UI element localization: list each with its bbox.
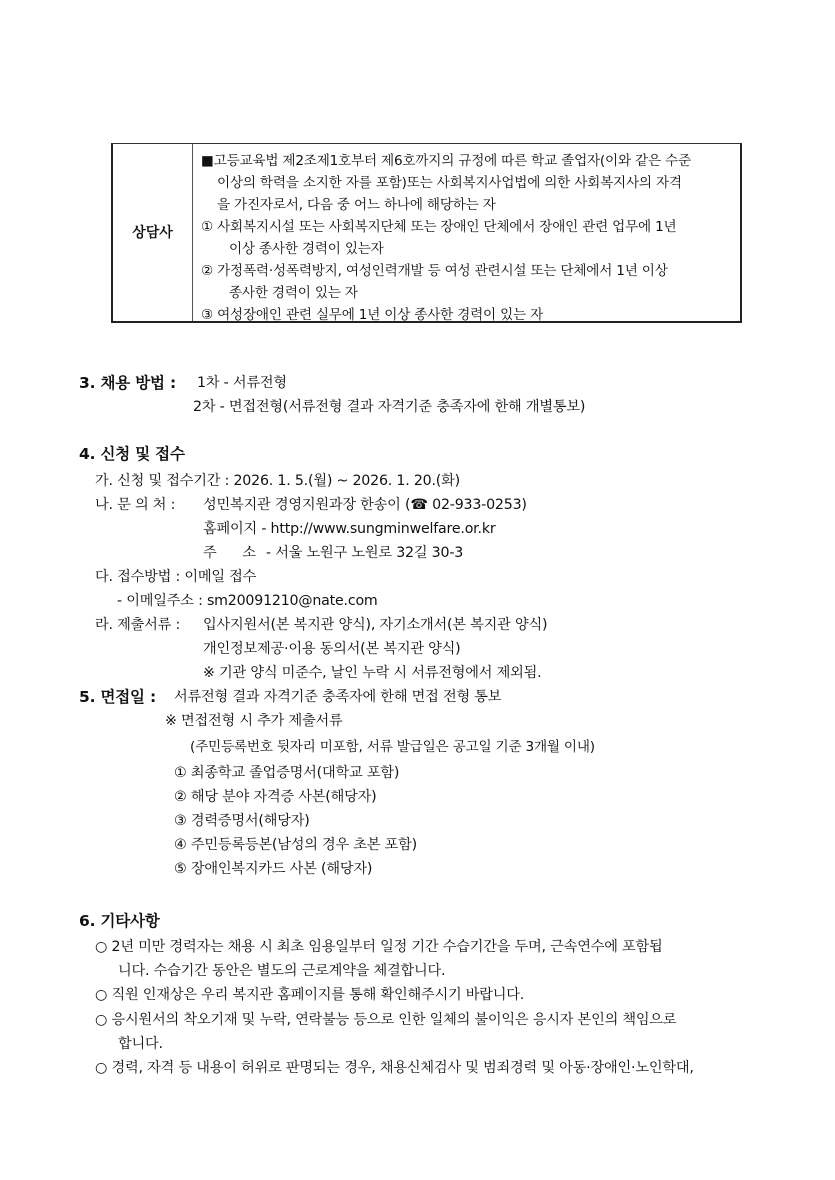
section5-item: ③ 경력증명서(해당자) bbox=[174, 813, 310, 829]
section6-item: ○ 2년 미만 경력자는 채용 시 최초 임용일부터 일정 기간 수습기간을 두며, 근속연수에 포함됩 bbox=[95, 939, 663, 955]
section4-address: - 서울 노원구 노원로 32길 30-3 bbox=[266, 545, 464, 561]
section4-address-label: 주 소 bbox=[203, 545, 256, 561]
section4-contact-label: 나. 문 의 처 : bbox=[95, 497, 176, 513]
section5-item: ① 최종학교 졸업증명서(대학교 포함) bbox=[174, 765, 400, 781]
section3-heading: 3. 채용 방법 : bbox=[79, 374, 176, 392]
table-row-label: 상담사 bbox=[132, 225, 173, 241]
table-line: ① 사회복지시설 또는 사회복지단체 또는 장애인 단체에서 장애인 관련 업무에 1년 bbox=[201, 219, 677, 235]
table-column-divider bbox=[192, 144, 193, 321]
table-line: 을 가진자로서, 다음 중 어느 하나에 해당하는 자 bbox=[217, 197, 496, 213]
table-line: ② 가정폭력·성폭력방지, 여성인력개발 등 여성 관련시설 또는 단체에서 1년 이상 bbox=[201, 263, 668, 279]
table-line: 이상 종사한 경력이 있는자 bbox=[229, 241, 384, 257]
table-row-content bbox=[201, 150, 734, 326]
section6-item-cont: 합니다. bbox=[118, 1036, 163, 1052]
section5-item: ④ 주민등록등본(남성의 경우 초본 포함) bbox=[174, 837, 418, 853]
section4-heading: 4. 신청 및 접수 bbox=[79, 445, 185, 463]
section4-homepage: 홈페이지 - http://www.sungminwelfare.or.kr bbox=[203, 521, 496, 537]
section5-item: ⑤ 장애인복지카드 사본 (해당자) bbox=[174, 861, 373, 877]
table-line: ③ 여성장애인 관련 실무에 1년 이상 종사한 경력이 있는 자 bbox=[201, 307, 544, 323]
section4-period: 가. 신청 및 접수기간 : 2026. 1. 5.(월) ~ 2026. 1. 20.(화) bbox=[95, 473, 460, 489]
table-line: 종사한 경력이 있는 자 bbox=[229, 285, 358, 301]
section5-note-sub: (주민등록번호 뒷자리 미포함, 서류 발급일은 공고일 기준 3개월 이내) bbox=[190, 739, 595, 755]
qualification-table bbox=[111, 143, 742, 323]
table-line: ■고등교육법 제2조제1호부터 제6호까지의 규정에 따른 학교 졸업자(이와 같은 수준 bbox=[201, 153, 691, 169]
section6-item: ○ 직원 인재상은 우리 복지관 홈페이지를 통해 확인해주시기 바랍니다. bbox=[95, 987, 525, 1003]
section4-documents-line2: 개인정보제공·이용 동의서(본 복지관 양식) bbox=[203, 641, 461, 657]
section4-method: 다. 접수방법 : 이메일 접수 bbox=[95, 569, 257, 585]
section5-line1: 서류전형 결과 자격기준 충족자에 한해 면접 전형 통보 bbox=[174, 689, 502, 705]
section5-heading: 5. 면접일 : bbox=[79, 688, 156, 706]
section6-item-cont: 니다. 수습기간 동안은 별도의 근로계약을 체결합니다. bbox=[118, 963, 446, 979]
table-line: 이상의 학력을 소지한 자를 포함)또는 사회복지사업법에 의한 사회복지사의 자격 bbox=[217, 175, 682, 191]
section4-documents-note: ※ 기관 양식 미준수, 날인 누락 시 서류전형에서 제외됨. bbox=[203, 665, 542, 681]
section4-documents-label: 라. 제출서류 : bbox=[95, 617, 181, 633]
section4-email: - 이메일주소 : sm20091210@nate.com bbox=[117, 593, 378, 609]
section4-contact: 성민복지관 경영지원과장 한송이 (☎ 02-933-0253) bbox=[203, 497, 527, 513]
section6-item: ○ 응시원서의 착오기재 및 누락, 연락불능 등으로 인한 일체의 불이익은 응시자 본인의 책임으로 bbox=[95, 1012, 677, 1028]
section6-heading: 6. 기타사항 bbox=[79, 912, 160, 930]
section4-documents-line1: 입사지원서(본 복지관 양식), 자기소개서(본 복지관 양식) bbox=[203, 617, 548, 633]
section5-note: ※ 면접전형 시 추가 제출서류 bbox=[165, 713, 343, 729]
section3-line2: 2차 - 면접전형(서류전형 결과 자격기준 충족자에 한해 개별통보) bbox=[193, 399, 586, 415]
section3-line1: 1차 - 서류전형 bbox=[197, 375, 287, 391]
section6-item: ○ 경력, 자격 등 내용이 허위로 판명되는 경우, 채용신체검사 및 범죄경력 및 아동·장애인·노인학대, bbox=[95, 1060, 694, 1076]
section5-item: ② 해당 분야 자격증 사본(해당자) bbox=[174, 789, 377, 805]
